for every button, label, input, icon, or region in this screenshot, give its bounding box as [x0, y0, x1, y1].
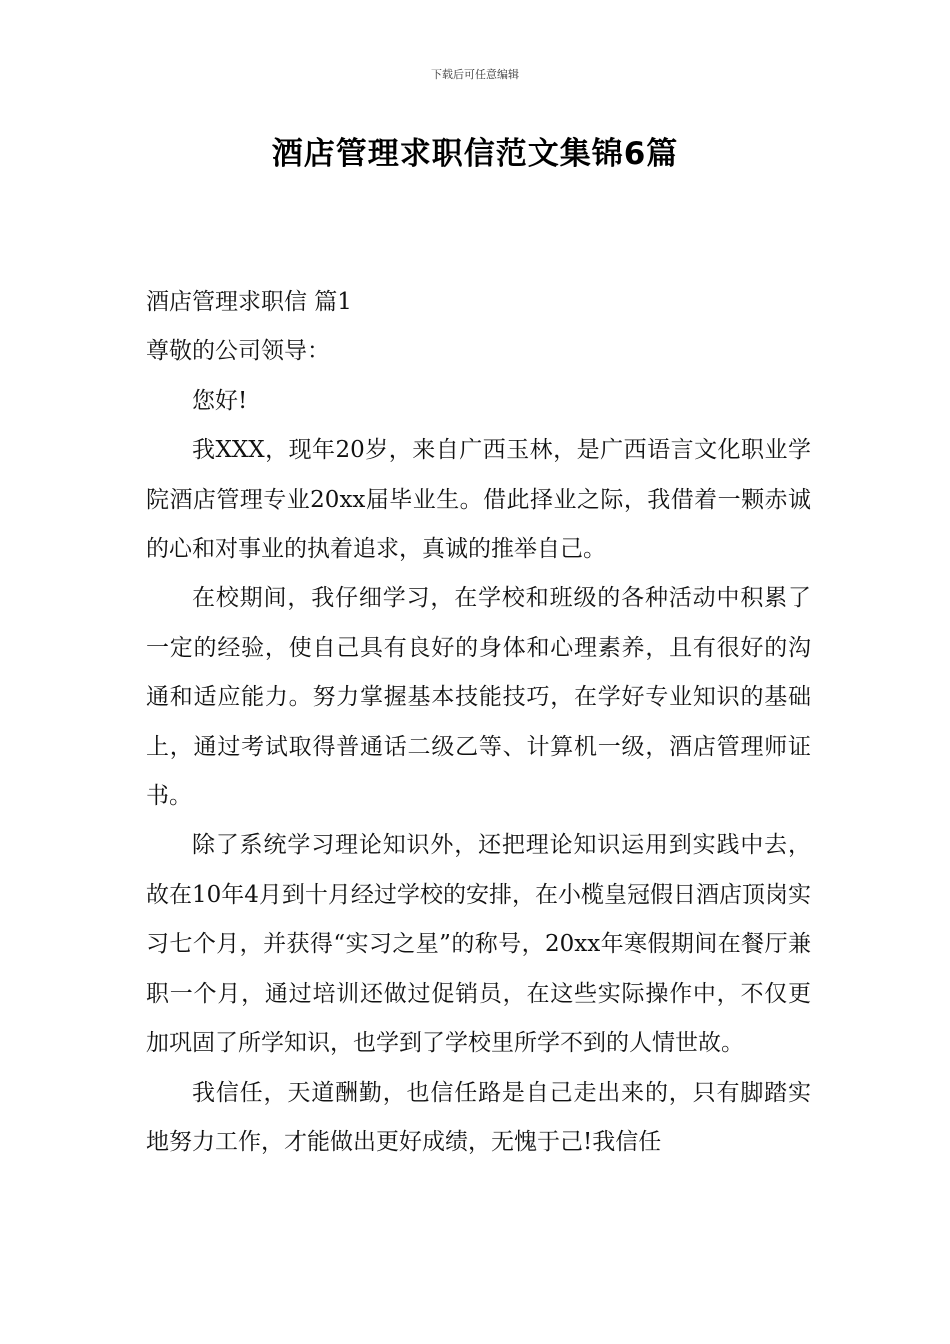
paragraph: 我XXX，现年20岁，来自广西玉林，是广西语言文化职业学院酒店管理专业20xx届毕业生。借此择业之际，我借着一颗赤诚的心和对事业的执着追求，真诚的推举自己。	[146, 437, 811, 563]
document-body	[146, 278, 811, 1167]
greeting: 您好!	[192, 387, 248, 414]
section-heading: 酒店管理求职信 篇1	[146, 289, 352, 315]
salutation: 尊敬的公司领导：	[146, 338, 330, 365]
page-header-note: 下载后可任意编辑	[431, 68, 519, 81]
paragraph: 在校期间，我仔细学习，在学校和班级的各种活动中积累了一定的经验，使自己具有良好的身体和心理素养，且有很好的沟通和适应能力。努力掌握基本技能技巧，在学好专业知识的基础上，通过考试取得普通话二级乙等、计算机一级，酒店管理师证书。	[146, 585, 811, 810]
document-title: 酒店管理求职信范文集锦6篇	[271, 136, 679, 172]
paragraph: 除了系统学习理论知识外，还把理论知识运用到实践中去，故在10年4月到十月经过学校的安排，在小榄皇冠假日酒店顶岗实习七个月，并获得“实习之星”的称号，20xx年寒假期间在餐厅兼职一个月，通过培训还做过促销员，在这些实际操作中，不仅更加巩固了所学知识，也学到了学校里所学不到的人情世故。	[146, 832, 811, 1057]
paragraph: 我信任，天道酬勤，也信任路是自己走出来的，只有脚踏实地努力工作，才能做出更好成绩，无愧于己!我信任	[146, 1079, 811, 1155]
